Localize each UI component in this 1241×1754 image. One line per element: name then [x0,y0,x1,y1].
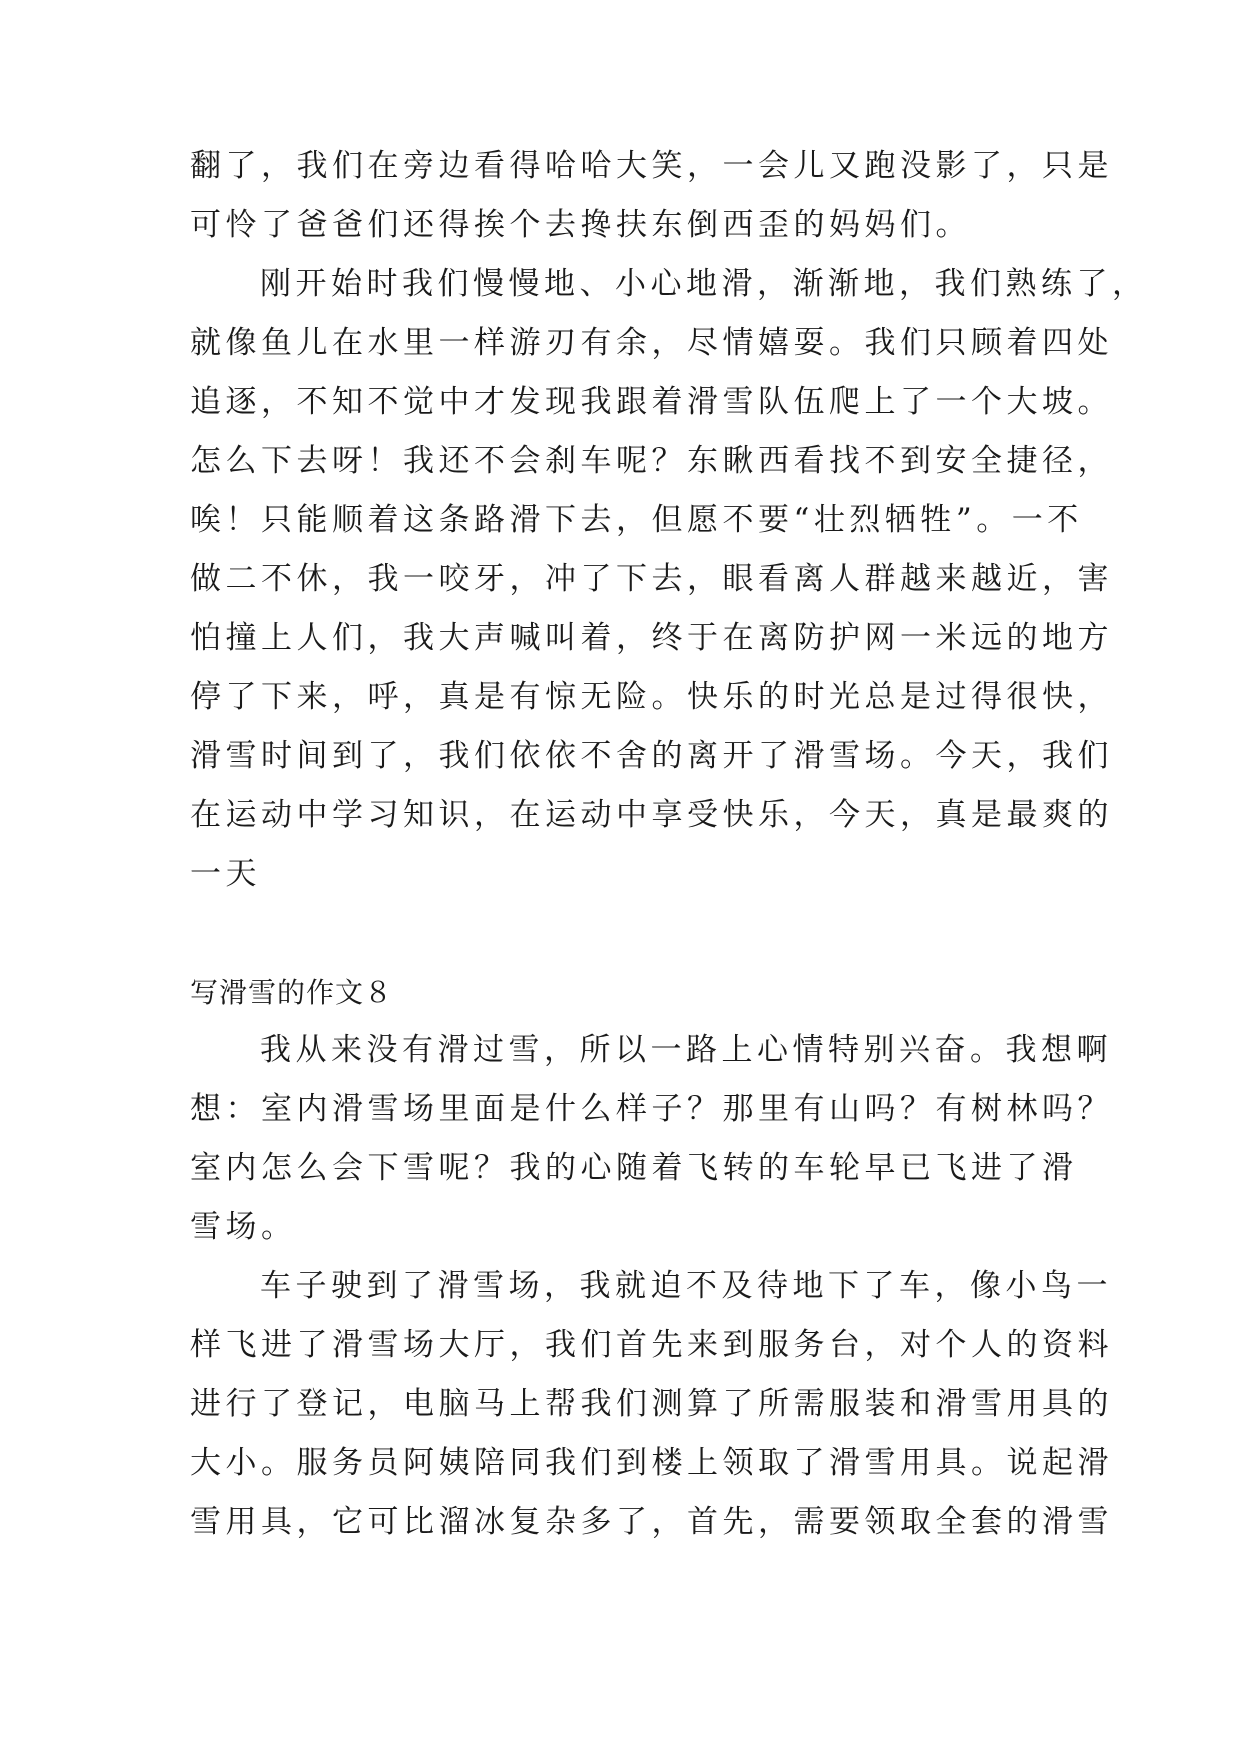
text-line: 雪场。 [190,1209,297,1245]
text-line: 室内怎么会下雪呢？我的心随着飞转的车轮早已飞进了滑 [190,1150,1078,1186]
text-line: 进行了登记，电脑马上帮我们测算了所需服装和滑雪用具的 [190,1386,1113,1422]
story-text-block-1 [190,137,1148,904]
text-line: 大小。服务员阿姨陪同我们到楼上领取了滑雪用具。说起滑 [190,1445,1113,1481]
section-title [190,963,1050,1022]
text-line: 滑雪时间到了，我们依依不舍的离开了滑雪场。今天，我们 [190,738,1113,774]
text-line: 翻了，我们在旁边看得哈哈大笑，一会儿又跑没影了，只是 [190,148,1113,184]
text-line: 一天 [190,856,261,892]
text-line: 在运动中学习知识，在运动中享受快乐，今天，真是最爽的 [190,797,1113,833]
text-line: 样飞进了滑雪场大厅，我们首先来到服务台，对个人的资料 [190,1327,1113,1363]
text-line: 想：室内滑雪场里面是什么样子？那里有山吗？有树林吗？ [190,1091,1113,1127]
text-line: 可怜了爸爸们还得挨个去搀扶东倒西歪的妈妈们。 [190,207,971,243]
text-line: 停了下来，呼，真是有惊无险。快乐的时光总是过得很快， [190,679,1113,715]
text-line: 怎么下去呀！我还不会刹车呢？东瞅西看找不到安全捷径， [190,443,1113,479]
text-line: 做二不休，我一咬牙，冲了下去，眼看离人群越来越近，害 [190,561,1113,597]
story-text-block-2 [190,1021,1113,1552]
text-line: 雪用具，它可比溜冰复杂多了，首先，需要领取全套的滑雪 [190,1504,1113,1540]
text-line: 车子驶到了滑雪场，我就迫不及待地下了车，像小鸟一 [260,1268,1112,1304]
text-line: 唉！只能顺着这条路滑下去，但愿不要“壮烈牺牲”。一不 [190,502,1083,538]
section-title-text: 写滑雪的作文８ [190,976,394,1009]
text-line: 我从来没有滑过雪，所以一路上心情特别兴奋。我想啊 [260,1032,1112,1068]
text-line: 追逐，不知不觉中才发现我跟着滑雪队伍爬上了一个大坡。 [190,384,1113,420]
text-line: 就像鱼儿在水里一样游刃有余，尽情嬉耍。我们只顾着四处 [190,325,1113,361]
text-line: 刚开始时我们慢慢地、小心地滑，渐渐地，我们熟练了， [260,266,1148,302]
text-line: 怕撞上人们，我大声喊叫着，终于在离防护网一米远的地方 [190,620,1113,656]
